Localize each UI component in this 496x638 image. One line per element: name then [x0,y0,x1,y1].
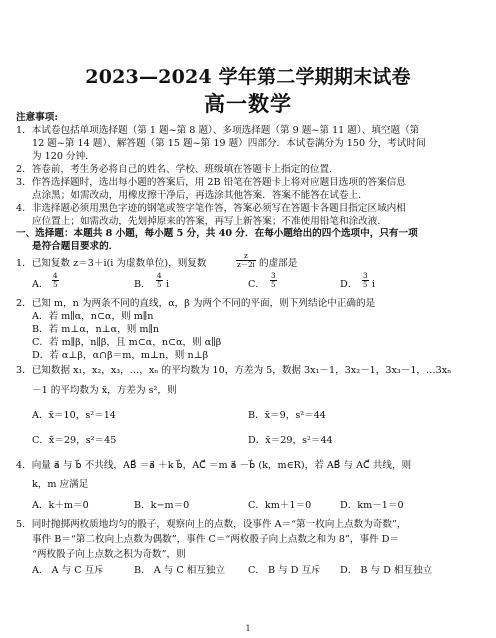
q1-option-b-suffix: i [166,279,170,290]
question-4-stem-cont: k，m 应满足 [32,479,89,490]
section-heading: 一、选择题：本题共 8 小题，每小题 5 分，共 40 分．在每小题给出的四个选项中，只有一项 [16,228,418,239]
q1-option-a-frac [52,272,59,289]
q1-stem-pre: 1．已知复数 z＝3＋i(i 为虚数单位)，则复数 [16,258,207,269]
frac-num: 3 [271,271,276,280]
note-line: 为 120 分钟． [32,151,95,162]
q1-option-c [248,278,265,292]
q2-option-b: B．若 m⊥α，n⊥α，则 m∥n [32,324,160,335]
q1-option-b [134,278,151,292]
q1-option-d [340,278,357,292]
q1-fraction [236,252,256,269]
q1-option-d-frac [362,272,369,289]
frac-den: 5 [363,280,368,289]
frac-num: 4 [53,271,58,280]
q4-option-d: D．km－1＝0 [340,500,404,511]
frac-den: 5 [271,280,276,289]
question-5-stem-cont: “两枚骰子向上点数之积为奇数”，则 [32,549,186,560]
q5-option-d: D． B 与 D 相互独立 [340,565,433,576]
exam-title: 2023—2024 学年第二学期期末试卷 [85,66,411,88]
q4-option-b: B．k−m＝0 [134,500,190,511]
q5-option-a: A． A 与 C 互斥 [32,565,104,576]
q2-option-a: A．若 m∥α，n⊂α，则 m∥n [32,311,154,322]
option-label: D． [340,279,358,290]
frac-num: 4 [157,271,162,280]
question-5-stem: 5．同时抛掷两枚质地均匀的骰子，观察向上的点数，设事件 A＝“第一枚向上点数为奇数”， [16,519,407,530]
q2-option-c: C．若 m∥β，n∥β，且 m⊂α，n⊂α，则 α∥β [32,337,222,348]
note-line: 1．本试卷包括单项选择题（第 1 题~第 8 题）、多项选择题（第 9 题~第 11 题）、填空题（第 [16,125,420,136]
page-number: 1 [245,624,251,633]
q1-option-d-suffix: i [372,279,376,290]
option-label: C． [248,279,265,290]
q1-frac-num: z [236,252,256,261]
q3-option-d: D．x̄＝29，s²＝44 [248,435,333,446]
question-2-stem: 2．已知 m，n 为两条不同的直线，α，β 为两个不同的平面，则下列结论中正确的是 [16,298,376,309]
q5-option-c: C． B 与 D 互斥 [248,565,321,576]
question-1-stem [16,257,206,271]
option-label: A． [32,279,49,290]
frac-den: 5 [53,280,58,289]
note-line: 2．答卷前，考生务必将自己的姓名、学校、班级填在答题卡上指定的位置． [16,164,339,175]
q4-option-c: C．km＋1＝0 [248,500,312,511]
note-line: 3．作答选择题时，选出每小题的答案后，用 2B 铅笔在答题卡上将对应题目选项的答案信息 [16,177,406,188]
note-line: 4．非选择题必须用黑色字迹的钢笔或签字笔作答，答案必须写在答题卡各题目指定区域内相 [16,203,406,214]
q1-option-a [32,278,49,292]
q3-option-b: B．x̄＝9，s²＝44 [248,410,326,421]
note-line: 12 题~第 14 题）、解答题（第 15 题~第 19 题）四部分．本试卷满分为 150 分，考试时间 [32,138,426,149]
note-line: 应位置上；如需改动，先划掉原来的答案，再写上新答案；不准使用铅笔和涂改液． [32,216,387,227]
question-3-stem: 3．已知数据 x₁，x₂，x₃，…，xₙ 的平均数为 10，方差为 5，数据 3x₁－1，3x₂－1，3x₃－1，…3xₙ [16,365,452,376]
option-label: B． [134,279,151,290]
question-5-stem-cont: 事件 B＝“第二枚向上点数为偶数”，事件 C＝“两枚骰子向上点数之和为 8”，事件 D＝ [32,534,400,545]
q3-option-c: C．x̄＝29，s²＝45 [32,435,117,446]
q1-option-c-frac [270,272,277,289]
q1-option-b-frac [156,272,163,289]
q2-option-d: D．若 α⊥β，α∩β＝m，m⊥n，则 n⊥β [32,350,209,361]
frac-den: 5 [157,280,162,289]
q1-frac-den: z－2i [237,260,255,269]
question-4-stem: 4．向量 a⃗ 与 b⃗ 不共线，AB⃗ ＝a⃗ ＋k b⃗，AC⃗ ＝m a⃗ －b⃗ (k，m∈R)，若 AB⃗ 与 AC⃗ 共线，则 [16,460,412,471]
frac-num: 3 [363,271,368,280]
q5-option-b: B． A 与 C 相互独立 [134,565,226,576]
q1-stem-post: 的虚部是 [259,258,298,269]
q4-option-a: A．k＋m＝0 [32,500,89,511]
exam-subject: 高一数学 [204,91,292,116]
notes-heading: 注意事项: [16,112,58,123]
q3-option-a: A．x̄＝10，s²＝14 [32,410,116,421]
section-heading-cont: 是符合题目要求的． [32,241,119,252]
note-line: 点涂黑；如需改动，用橡皮擦干净后，再选涂其他答案．答案不能答在试卷上． [32,190,368,201]
question-3-stem-cont: －1 的平均数为 x̄，方差为 s²，则 [32,385,177,396]
